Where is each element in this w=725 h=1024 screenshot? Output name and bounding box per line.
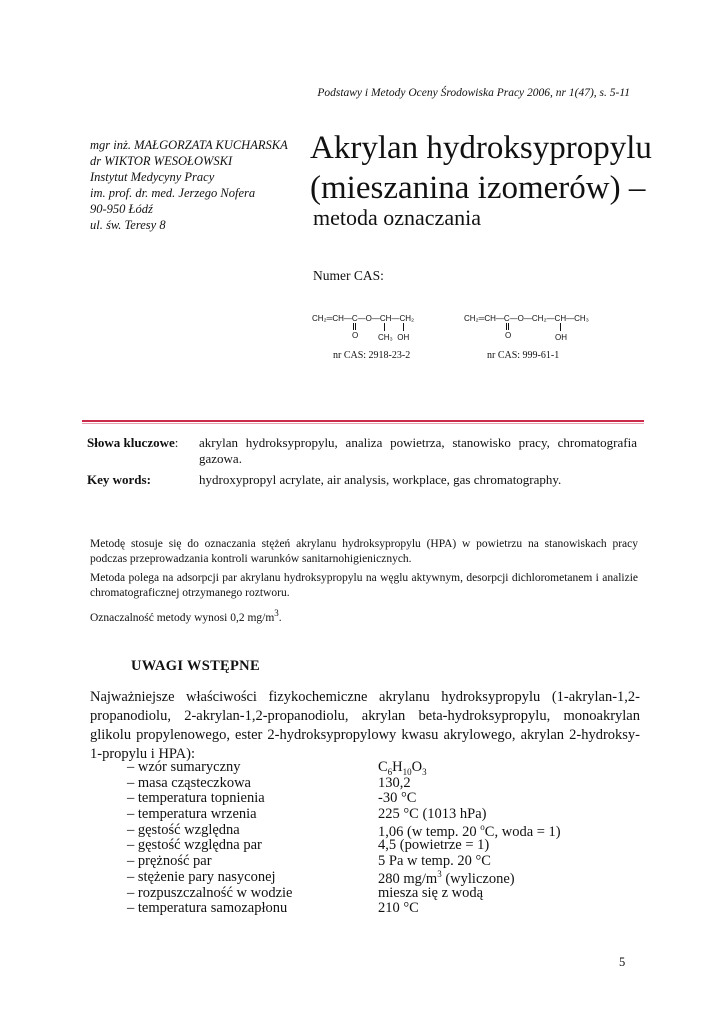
detection-limit-text: Oznaczalność metody wynosi 0,2 mg/m	[90, 611, 275, 624]
section-heading: UWAGI WSTĘPNE	[131, 658, 260, 674]
property-value: 5 Pa w temp. 20 °C	[378, 853, 491, 870]
property-name: – temperatura wrzenia	[127, 806, 257, 823]
double-bond-line	[353, 323, 356, 330]
bond-line	[560, 323, 561, 331]
bond-line	[384, 323, 385, 331]
property-value: 225 °C (1013 hPa)	[378, 806, 487, 823]
property-value: 4,5 (powietrze = 1)	[378, 837, 490, 854]
author-line: Instytut Medycyny Pracy	[90, 170, 215, 184]
property-value: $C_6H_{10}O_3$	[378, 759, 427, 777]
property-value: -30 °C	[378, 790, 417, 807]
keywords-en-text: hydroxypropyl acrylate, air analysis, workplace, gas chromatography.	[199, 472, 562, 487]
abstract-paragraph-2: Metoda polega na adsorpcji par akrylanu hydroksypropylu na węglu aktywnym, desorpcji dichlorometanem i analizie chromatograficznej otrzymanego roztworu.	[90, 572, 638, 599]
property-name: – wzór sumaryczny	[127, 759, 241, 775]
divider	[82, 420, 644, 422]
keywords-pl-label	[87, 435, 178, 451]
cas-caption-1: nr CAS: 2918-23-2	[333, 350, 411, 361]
property-name: – stężenie pary nasyconej	[127, 868, 276, 885]
title-line-2: (mieszanina izomerów) –	[310, 170, 646, 206]
author-block	[90, 137, 300, 233]
title-line-1: Akrylan hydroksypropylu	[310, 130, 652, 166]
structure-1-carbonyl: O	[352, 331, 359, 340]
structure-2-formula: CH₂═CH—C—O—CH₂—CH—CH₃	[464, 314, 589, 323]
property-name: – temperatura topnienia	[127, 790, 265, 807]
property-name: – gęstość względna	[127, 821, 240, 838]
property-name: – temperatura samozapłonu	[127, 900, 288, 917]
journal-citation: Podstawy i Metody Oceny Środowiska Pracy 2006, nr 1(47), s. 5-11	[317, 87, 630, 99]
keywords-pl-text: akrylan hydroksypropylu, analiza powietrza, stanowisko pracy, chromatografia gazowa.	[199, 435, 637, 466]
property-value: 280 $mg/m^3$ (wyliczone)	[378, 868, 515, 887]
superscript: 3	[274, 608, 279, 618]
structure-1-substituents: CH₃ OH	[378, 333, 410, 342]
author-line: im. prof. dr. med. Jerzego Nofera	[90, 186, 256, 200]
page-subtitle: metoda oznaczania	[313, 205, 481, 230]
cas-label: Numer CAS:	[313, 268, 384, 283]
author-line: dr WIKTOR WESOŁOWSKI	[90, 154, 233, 168]
author-line: ul. św. Teresy 8	[90, 218, 166, 232]
property-value: 1,06 (w temp. 20 $^o$C, woda = 1)	[378, 821, 561, 840]
property-value: 130,2	[378, 774, 411, 791]
property-value: miesza się z wodą	[378, 884, 484, 901]
page-number: 5	[619, 955, 626, 969]
structure-2-carbonyl: O	[505, 331, 512, 340]
property-name: – rozpuszczalność w wodzie	[127, 884, 293, 901]
author-line: mgr inż. MAŁGORZATA KUCHARSKA	[90, 138, 288, 152]
bond-line	[403, 323, 404, 331]
page-title	[310, 128, 652, 208]
abstract-paragraph-3	[90, 606, 638, 626]
structure-2-substituents: OH	[555, 333, 567, 342]
keywords-pl-colon: :	[174, 435, 179, 450]
property-name: – prężność par	[127, 853, 212, 870]
property-name: – gęstość względna par	[127, 837, 262, 854]
author-line: 90-950 Łódź	[90, 202, 153, 216]
keywords-pl-label-text: Słowa kluczowe	[87, 435, 175, 450]
property-name: – masa cząsteczkowa	[127, 774, 251, 791]
divider-shadow	[82, 423, 644, 424]
intro-paragraph: Najważniejsze właściwości fizykochemiczne akrylanu hydroksypropylu (1-akrylan-1,2-propanodiolu, 2-akrylan-1,2-propanodiolu, akrylan beta-hydroksypropylu, monoakrylan glikolu propylenowego, ester 2-hydroksypropylowy kwasu akrylowego, akrylan 2-hydroksy-1-propylu i HPA):	[90, 689, 640, 762]
property-value: 210 °C	[378, 900, 419, 917]
keywords-en-label: Key words:	[87, 472, 151, 487]
cas-caption-2: nr CAS: 999-61-1	[487, 350, 560, 361]
double-bond-line	[506, 323, 509, 330]
period: .	[278, 611, 282, 624]
abstract-paragraph-1: Metodę stosuje się do oznaczania stężeń akrylanu hydroksypropylu (HPA) w powietrzu na stanowiskach pracy podczas przeprowadzania kontroli warunków sanitarnohigienicznych.	[90, 538, 638, 565]
structure-1-formula: CH₂═CH—C—O—CH—CH₂	[312, 314, 415, 323]
